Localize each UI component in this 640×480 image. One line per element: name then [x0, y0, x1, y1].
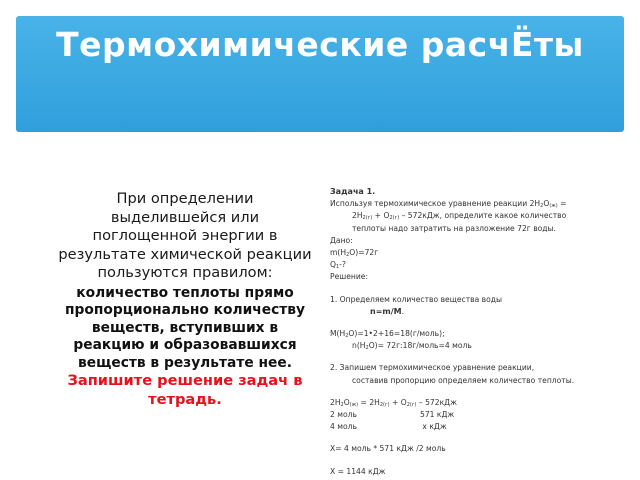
task-condition-line2	[330, 210, 620, 222]
given-text: Q	[330, 260, 336, 270]
given-text: -?	[339, 260, 346, 270]
eq-sub: 2(г)	[379, 401, 390, 408]
eq-sub: 2	[340, 401, 344, 408]
cond-text: – 572кДж, определите какое количество	[399, 211, 567, 221]
formula: n=m/M	[370, 306, 402, 316]
rule-text-block	[58, 190, 312, 409]
calculation-line: Х= 4 моль * 571 кДж /2 моль	[330, 444, 446, 454]
step-1: 1. Определяем количество вещества воды	[330, 294, 503, 304]
spacer	[330, 284, 620, 294]
cond-text: 2H	[352, 211, 363, 221]
given-label: Дано:	[330, 235, 353, 245]
amount-line	[330, 340, 620, 352]
eq-sub: 2(г)	[406, 401, 417, 408]
calc-text: M(H	[330, 329, 346, 339]
slide-title: Термохимические расчЁты	[56, 25, 584, 64]
eq-text: O	[343, 397, 350, 407]
cond-text: + O	[372, 211, 390, 221]
eq-text: 2H	[330, 397, 341, 407]
calc-sub: 2	[345, 333, 349, 340]
cond-text: O	[543, 199, 550, 209]
calc-text: n(H	[352, 341, 366, 351]
step-2-continued: составив пропорцию определяем количество теплоты.	[352, 375, 575, 385]
spacer	[330, 456, 620, 466]
rule-statement-text: количество теплоты прямо пропорционально количеству веществ, вступивших в реакцию и образовавшихся веществ в результате нее	[65, 284, 305, 371]
proportion-row-1	[330, 409, 620, 421]
proportion-right: 571 кДж	[420, 410, 455, 420]
formula-end: .	[401, 306, 405, 316]
molar-mass-line	[330, 328, 620, 340]
cond-sub: 2(г)	[362, 215, 373, 222]
rule-statement-end: .	[286, 354, 292, 371]
calc-sub: 2	[365, 345, 369, 352]
cond-text: =	[557, 199, 567, 209]
eq-sub: (ж)	[349, 401, 359, 408]
rule-intro: При определении выделившейся или поглощенной энергии в результате химической реакции пользуются правилом:	[58, 190, 312, 282]
thermo-equation	[330, 397, 620, 409]
cond-sub: 2(г)	[389, 215, 400, 222]
step-2: 2. Запишем термохимическое уравнение реакции,	[330, 363, 535, 373]
task-instruction: Запишите решение задач в тетрадь.	[67, 372, 303, 408]
spacer	[330, 352, 620, 362]
cond-text: Используя термохимическое уравнение реакции 2H	[330, 199, 541, 209]
proportion-left: 4 моль	[330, 422, 357, 432]
task-solution-block	[330, 186, 620, 478]
task-condition-line3: теплоты надо затратить на разложение 72г воды.	[352, 223, 556, 233]
spacer	[330, 433, 620, 443]
proportion-left: 2 моль	[330, 410, 357, 420]
answer-line: Х = 1144 кДж	[330, 466, 386, 476]
eq-text: + O	[389, 397, 407, 407]
rule-statement	[58, 285, 312, 410]
eq-text: – 572кДж	[416, 397, 457, 407]
spacer	[330, 318, 620, 328]
proportion-row-2	[330, 421, 620, 433]
given-unknown	[330, 259, 620, 271]
task-title: Задача 1.	[330, 187, 376, 196]
given-sub: 1	[335, 264, 340, 271]
proportion-right: х кДж	[420, 422, 447, 432]
cond-sub: (ж)	[549, 203, 558, 210]
solution-label: Решение:	[330, 272, 369, 282]
calc-text: O)= 72г:18г/моль=4 моль	[368, 341, 472, 351]
given-text: m(H	[330, 248, 347, 258]
given-mass	[330, 247, 620, 259]
eq-text: = 2H	[358, 397, 380, 407]
formula-line	[330, 306, 620, 318]
given-text: O)=72г	[349, 248, 379, 258]
cond-sub: 2	[540, 203, 544, 210]
spacer	[330, 387, 620, 397]
task-condition-line1	[330, 198, 620, 210]
calc-text: O)=1•2+16=18(г/моль);	[348, 329, 445, 339]
given-sub: 2	[346, 252, 350, 259]
